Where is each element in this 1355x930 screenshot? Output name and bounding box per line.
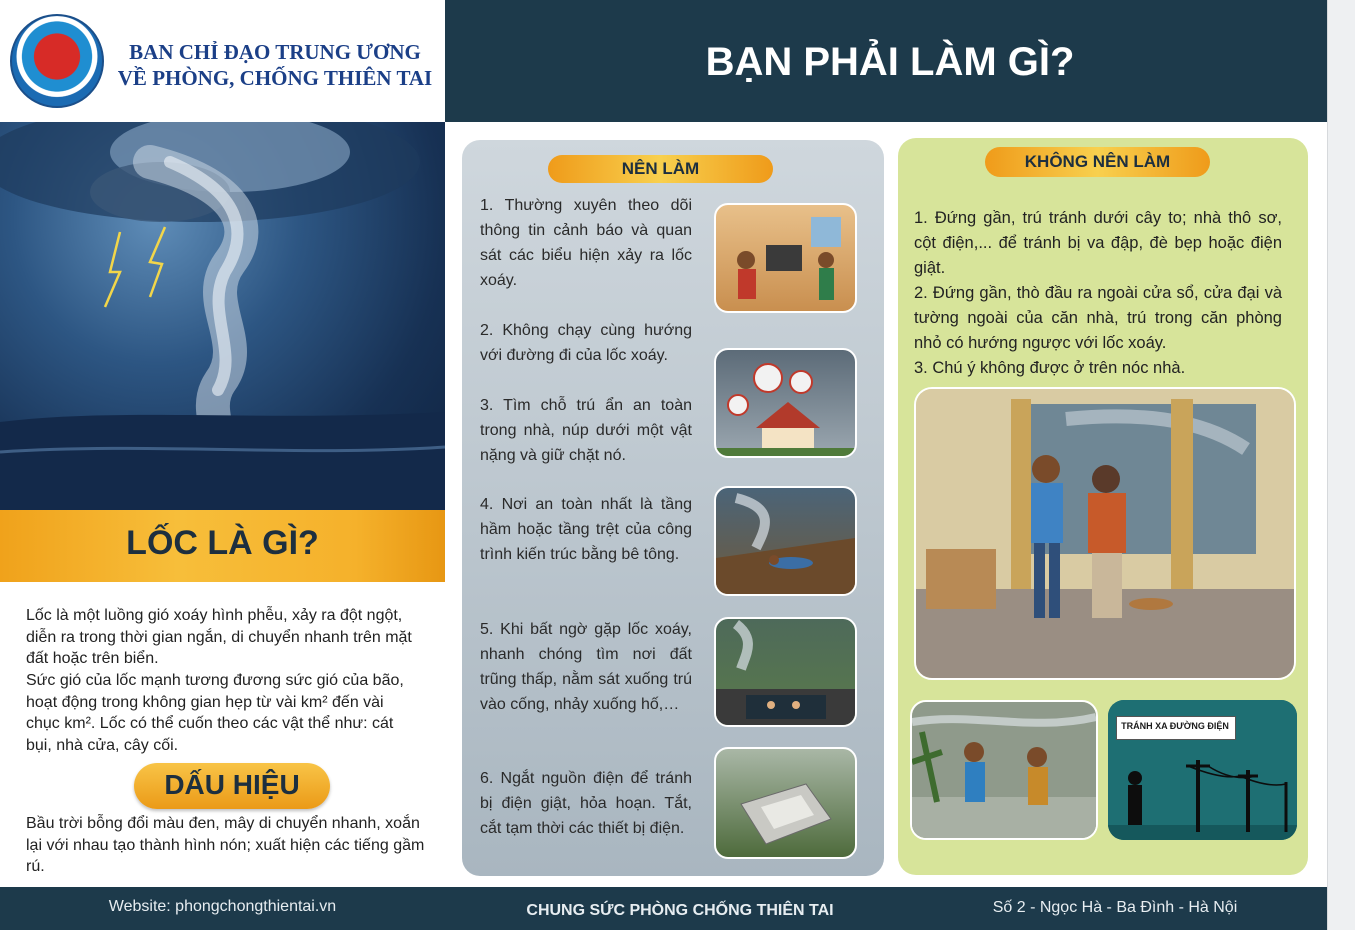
organization-logo: [10, 14, 104, 108]
signs-text: Bầu trời bỗng đổi màu đen, mây di chuyển nhanh, xoắn lại với nhau tạo thành hình nón; xuất hiện các tiếng gầm rú.: [26, 815, 425, 876]
wind-scene-image: [910, 700, 1098, 840]
footer-slogan: CHUNG SỨC PHÒNG CHỐNG THIÊN TAI: [526, 902, 834, 919]
footer-address: Số 2 - Ngọc Hà - Ba Đình - Hà Nội: [992, 899, 1238, 916]
do-image-3: [714, 486, 857, 596]
do-item-6: 6. Ngắt nguồn điện để tránh bị điện giật, hỏa hoạn. Tắt, cắt tạm thời các thiết bị điện.: [480, 770, 692, 837]
do-item-3: 3. Tìm chỗ trú ẩn an toàn trong nhà, núp dưới một vật nặng và giữ chặt nó.: [480, 397, 692, 464]
do-image-4: [714, 617, 857, 727]
do-item-2: 2. Không chạy cùng hướng với đường đi của lốc xoáy.: [480, 322, 692, 364]
power-warning-text: TRÁNH XA ĐƯỜNG ĐIỆN: [1121, 721, 1229, 731]
main-title: BẠN PHẢI LÀM GÌ?: [705, 40, 1075, 84]
do-image-2: [714, 348, 857, 458]
definition-paragraph-2: Sức gió của lốc mạnh tương đương sức gió của bão, hoạt động trong không gian hẹp từ vài km² đến vài chục km². Lốc có thể cuốn theo các vật thể như: cát bụi, nhà cửa, cây cối.: [26, 672, 404, 754]
organization-name-line1: BAN CHỈ ĐẠO TRUNG ƯƠNG: [129, 40, 421, 64]
do-item-1: 1. Thường xuyên theo dõi thông tin cảnh báo và quan sát các biểu hiện xảy ra lốc xoáy.: [480, 197, 692, 289]
dont-item-2: 2. Đứng gần, thò đầu ra ngoài cửa sổ, cửa đại và tường ngoài của căn nhà, trú trong căn phòng nhỏ có hướng ngược với lốc xoáy.: [914, 284, 1282, 352]
do-image-1: [714, 203, 857, 313]
signs-title: DẤU HIỆU: [164, 769, 300, 800]
organization-name-line2: VỀ PHÒNG, CHỐNG THIÊN TAI: [117, 66, 433, 90]
dont-item-1: 1. Đứng gần, trú tránh dưới cây to; nhà thô sơ, cột điện,... để tránh bị va đập, đè bẹp hoặc điện giật.: [914, 209, 1282, 277]
tornado-illustration: [0, 122, 445, 510]
website-link[interactable]: Website: phongchongthientai.vn: [108, 898, 337, 915]
do-title: NÊN LÀM: [621, 159, 700, 178]
do-item-5: 5. Khi bất ngờ gặp lốc xoáy, nhanh chóng tìm nơi đất trũng thấp, nằm sát xuống trú vào cống, nhảy xuống hố,…: [480, 621, 692, 713]
do-item-4: 4. Nơi an toàn nhất là tầng hầm hoặc tầng trệt của công trình kiến trúc bằng bê tông.: [480, 496, 692, 563]
definition-paragraph-1: Lốc là một luồng gió xoáy hình phễu, xảy ra đột ngột, diễn ra trong thời gian ngắn, di chuyển nhanh trên mặt đất hoặc trên biển.: [26, 607, 412, 668]
do-image-5: [714, 747, 857, 859]
what-is-title: LỐC LÀ GÌ?: [126, 524, 319, 562]
dont-item-3: 3. Chú ý không được ở trên nóc nhà.: [914, 359, 1186, 377]
window-scene-image: [914, 387, 1296, 680]
page-edge-strip: [1327, 0, 1355, 930]
dont-title: KHÔNG NÊN LÀM: [1024, 152, 1171, 171]
